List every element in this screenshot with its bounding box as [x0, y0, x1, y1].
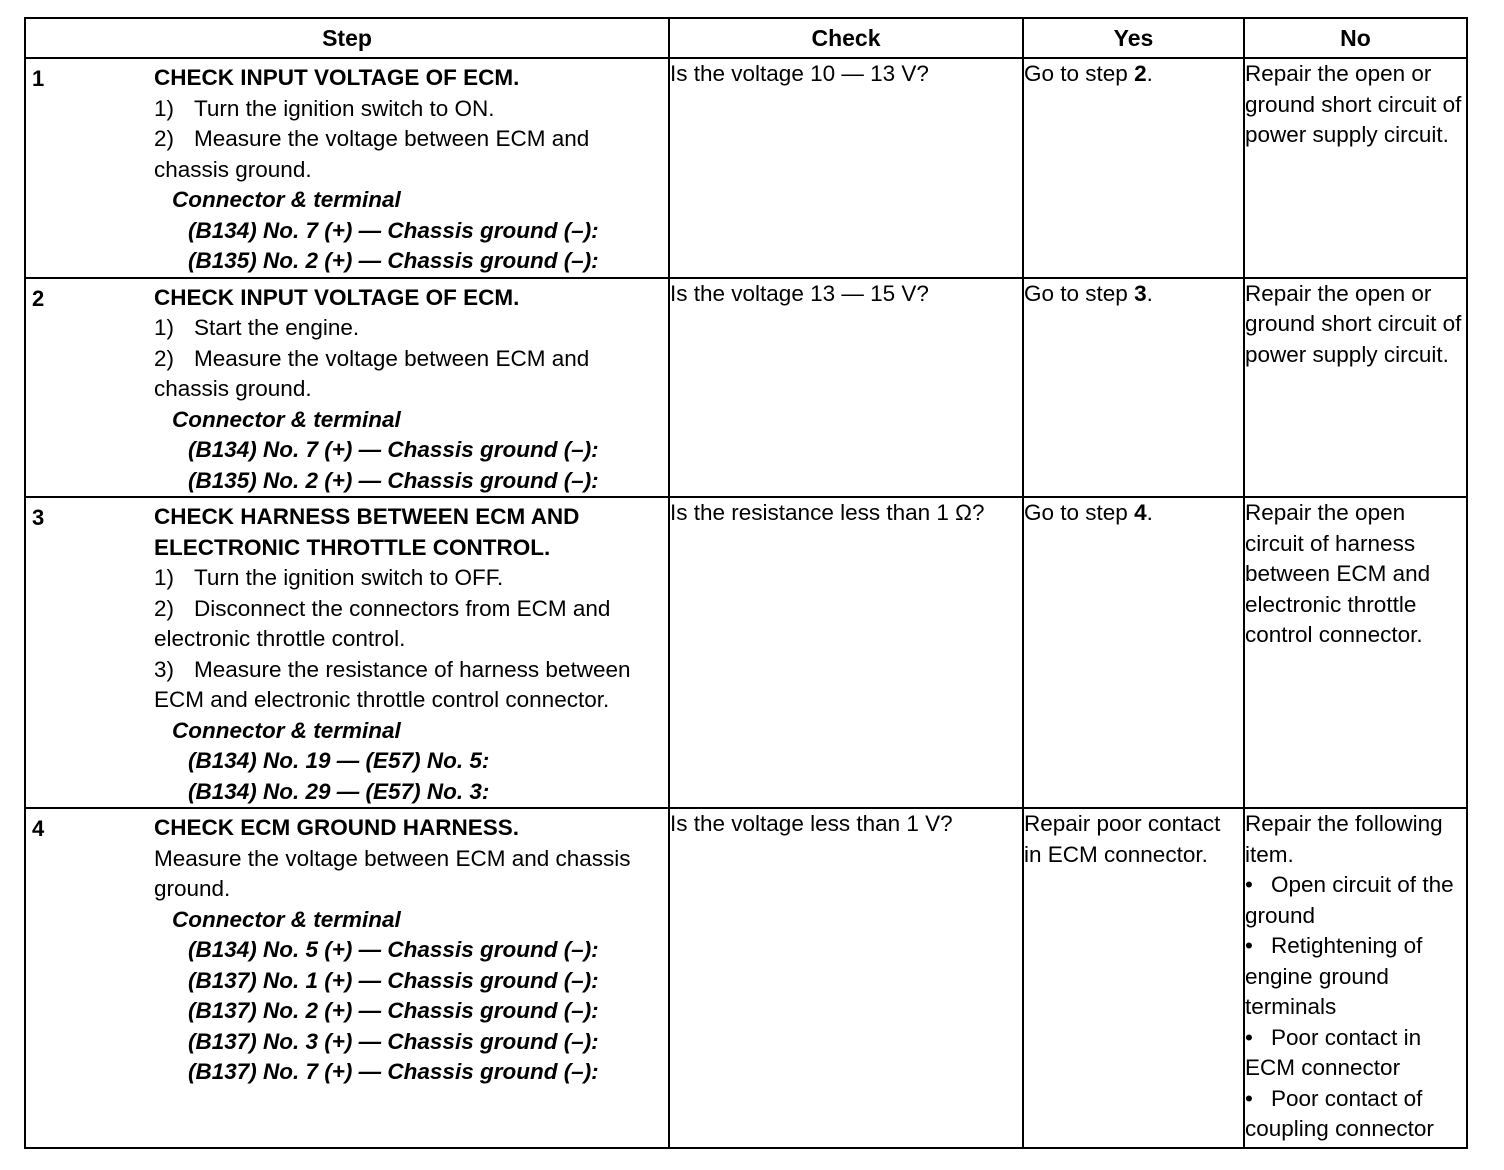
step-title: CHECK INPUT VOLTAGE OF ECM.: [154, 65, 520, 90]
table-row: [25, 58, 1467, 278]
step-title: CHECK HARNESS BETWEEN ECM AND ELECTRONIC THROTTLE CONTROL.: [154, 504, 580, 560]
connector-terminal: (B137) No. 1 (+) — Chassis ground (–):: [188, 967, 599, 993]
step-title: CHECK INPUT VOLTAGE OF ECM.: [154, 284, 520, 310]
check-cell: Is the voltage 13 — 15 V?: [669, 278, 1023, 498]
connector-terminal: (B137) No. 7 (+) — Chassis ground (–):: [188, 1059, 599, 1084]
connector-terminal: (B134) No. 29 — (E57) No. 3:: [188, 778, 490, 804]
yes-cell: Go to step 4.: [1023, 497, 1244, 808]
step-cell: [25, 497, 669, 808]
connector-heading: Connector & terminal: [172, 906, 401, 932]
connector-terminal: (B134) No. 5 (+) — Chassis ground (–):: [188, 937, 599, 962]
header-row: [25, 18, 1467, 58]
instruction: Measure the voltage between ECM and chassis ground.: [154, 845, 631, 901]
instruction: 2) Measure the voltage between ECM and chassis ground.: [154, 345, 590, 401]
table-row: [25, 497, 1467, 808]
no-cell: [1244, 808, 1467, 1148]
connector-terminal: (B134) No. 7 (+) — Chassis ground (–):: [188, 437, 599, 462]
step-cell: [25, 808, 669, 1148]
header-step: Step: [25, 18, 669, 58]
instruction: 1) Turn the ignition switch to OFF.: [154, 565, 504, 590]
connector-terminal: (B137) No. 2 (+) — Chassis ground (–):: [188, 998, 599, 1023]
instruction: 2) Measure the voltage between ECM and chassis ground.: [154, 126, 590, 182]
no-cell: Repair the open or ground short circuit of power supply circuit.: [1244, 278, 1467, 498]
yes-cell: Go to step 3.: [1023, 278, 1244, 498]
check-cell: Is the resistance less than 1 Ω?: [669, 497, 1023, 808]
step-number: 1: [32, 66, 45, 91]
instruction: 2) Disconnect the connectors from ECM and electronic throttle control.: [154, 595, 611, 651]
connector-terminal: (B134) No. 7 (+) — Chassis ground (–):: [188, 217, 599, 243]
list-item: • Retightening of engine ground terminals: [1245, 933, 1423, 1019]
no-cell: Repair the open or ground short circuit of power supply circuit.: [1244, 58, 1467, 278]
check-cell: Is the voltage less than 1 V?: [669, 808, 1023, 1148]
instruction: 1) Turn the ignition switch to ON.: [154, 95, 495, 121]
no-cell: Repair the open circuit of harness between ECM and electronic throttle control connector.: [1244, 497, 1467, 808]
connector-terminal: (B135) No. 2 (+) — Chassis ground (–):: [188, 467, 599, 493]
table-row: [25, 278, 1467, 498]
connector-terminal: (B137) No. 3 (+) — Chassis ground (–):: [188, 1028, 599, 1054]
step-number: 3: [32, 505, 45, 530]
instruction: 3) Measure the resistance of harness between ECM and electronic throttle control connector.: [154, 656, 631, 712]
step-number: 2: [32, 285, 45, 311]
list-item: • Poor contact in ECM connector: [1245, 1024, 1422, 1080]
connector-heading: Connector & terminal: [172, 717, 401, 743]
header-no: No: [1244, 18, 1467, 58]
no-intro: Repair the following item.: [1245, 811, 1443, 867]
list-item: • Open circuit of the ground: [1245, 872, 1454, 928]
diagnostic-table: [24, 17, 1468, 1149]
connector-terminal: (B135) No. 2 (+) — Chassis ground (–):: [188, 248, 599, 273]
connector-terminal: (B134) No. 19 — (E57) No. 5:: [188, 748, 490, 773]
table-row: [25, 808, 1467, 1148]
header-yes: Yes: [1023, 18, 1244, 58]
list-item: • Poor contact of coupling connector: [1245, 1085, 1434, 1141]
step-number: 4: [32, 816, 45, 841]
check-cell: Is the voltage 10 — 13 V?: [669, 58, 1023, 278]
yes-cell: Repair poor contact in ECM connector.: [1023, 808, 1244, 1148]
instruction: 1) Start the engine.: [154, 315, 360, 340]
step-cell: [25, 58, 669, 278]
step-title: CHECK ECM GROUND HARNESS.: [154, 815, 520, 840]
header-check: Check: [669, 18, 1023, 58]
connector-heading: Connector & terminal: [172, 406, 401, 432]
step-cell: [25, 278, 669, 498]
yes-cell: Go to step 2.: [1023, 58, 1244, 278]
connector-heading: Connector & terminal: [172, 187, 401, 212]
